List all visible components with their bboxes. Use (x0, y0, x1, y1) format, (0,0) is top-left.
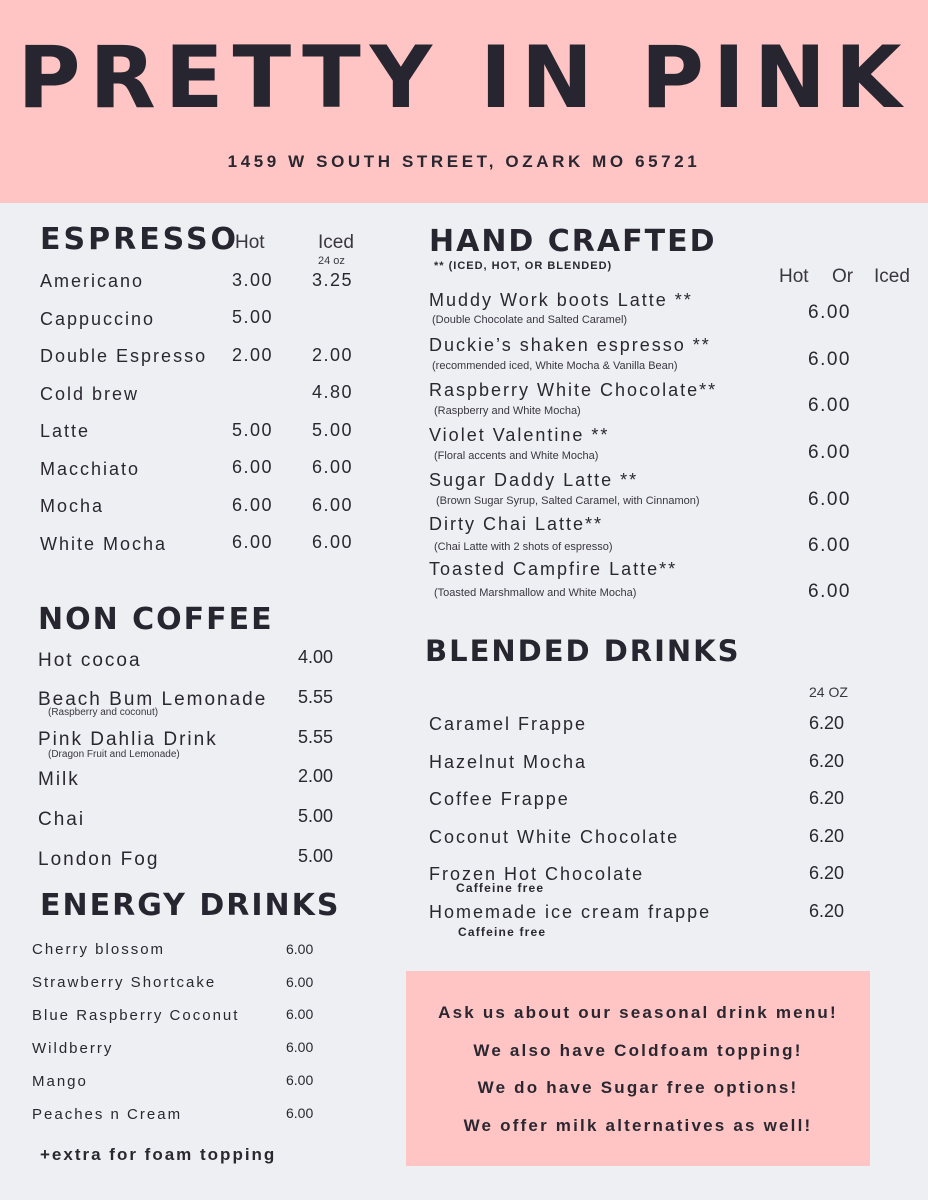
menu-item-price: 6.20 (809, 826, 845, 846)
menu-item-name: Toasted Campfire Latte** (429, 559, 678, 579)
hand-crafted-subtitle: ** (ICED, HOT, OR BLENDED) (434, 260, 613, 272)
menu-item-name: Cold brew (40, 384, 140, 404)
menu-item-iced-price: 6.00 (312, 532, 354, 552)
menu-item-price: 6.00 (808, 442, 851, 463)
notice-line: Ask us about our seasonal drink menu! (438, 1003, 838, 1022)
menu-item-name: Sugar Daddy Latte ** (429, 470, 639, 490)
menu-item-price: 6.00 (286, 1039, 314, 1055)
menu-item-price: 6.00 (808, 302, 851, 323)
espresso-heading: ESPRESSO (40, 222, 240, 257)
menu-item-hot-price: 3.00 (232, 270, 274, 290)
menu-item-name: London Fog (38, 849, 160, 870)
menu-item-description: (recommended iced, White Mocha & Vanilla Bean) (432, 360, 678, 372)
blended-heading: BLENDED DRINKS (425, 634, 741, 668)
menu-item-name: Strawberry Shortcake (32, 974, 217, 991)
espresso-col-hot: Hot (235, 232, 265, 253)
menu-item-price: 6.00 (808, 535, 851, 556)
menu-item-price: 6.00 (808, 395, 851, 416)
menu-item-name: Coffee Frappe (429, 789, 570, 809)
menu-item-price: 6.20 (809, 713, 845, 733)
menu-item-iced-price: 5.00 (312, 420, 354, 440)
address: 1459 W SOUTH STREET, OZARK MO 65721 (227, 152, 701, 171)
menu-item-name: Duckie’s shaken espresso ** (429, 335, 711, 355)
menu-item-name: Violet Valentine ** (429, 425, 610, 445)
menu-item-note: Caffeine free (458, 925, 547, 939)
menu-item-name: Dirty Chai Latte** (429, 514, 604, 534)
notice-line: We offer milk alternatives as well! (463, 1116, 813, 1135)
notice-line: We do have Sugar free options! (477, 1078, 799, 1097)
menu-item-description: (Raspberry and White Mocha) (434, 405, 581, 417)
menu-item-description: (Brown Sugar Syrup, Salted Caramel, with Cinnamon) (436, 495, 700, 507)
menu-item-price: 6.00 (286, 1072, 314, 1088)
menu-item-description: (Chai Latte with 2 shots of espresso) (434, 541, 613, 553)
menu-item-description: (Dragon Fruit and Lemonade) (48, 749, 180, 760)
menu-item-name: Mango (32, 1073, 88, 1090)
menu-item-description: (Floral accents and White Mocha) (434, 450, 599, 462)
menu-item-name: Frozen Hot Chocolate (429, 864, 645, 884)
page-title: PRETTY IN PINK (17, 28, 911, 128)
hand-crafted-heading: HAND CRAFTED (429, 224, 717, 259)
menu-item-price: 6.20 (809, 901, 845, 921)
menu-item-name: Muddy Work boots Latte ** (429, 290, 693, 310)
menu-item-name: Cappuccino (40, 309, 156, 329)
menu-item-name: Beach Bum Lemonade (38, 689, 268, 710)
non-coffee-heading: NON COFFEE (38, 602, 274, 637)
menu-item-hot-price: 6.00 (232, 457, 274, 477)
menu-item-name: Latte (40, 421, 91, 441)
hand-crafted-col-hot: Hot (779, 266, 809, 287)
menu-item-name: Mocha (40, 496, 105, 516)
menu-item-name: Americano (40, 271, 145, 291)
menu-item-hot-price: 6.00 (232, 495, 274, 515)
menu-item-name: Macchiato (40, 459, 141, 479)
menu-item-price: 6.00 (286, 974, 314, 990)
menu-item-name: Cherry blossom (32, 941, 166, 958)
menu-item-price: 6.00 (808, 581, 851, 602)
menu-item-iced-price: 2.00 (312, 345, 354, 365)
menu-item-iced-price: 3.25 (312, 270, 354, 290)
menu-item-hot-price: 2.00 (232, 345, 274, 365)
menu-item-name: Pink Dahlia Drink (38, 729, 218, 750)
hand-crafted-col-or: Or (832, 266, 854, 287)
menu-item-price: 5.00 (298, 846, 334, 866)
menu-item-price: 6.00 (808, 349, 851, 370)
espresso-col-iced-size: 24 oz (318, 255, 345, 267)
menu-item-price: 6.20 (809, 788, 845, 808)
menu-item-iced-price: 4.80 (312, 382, 354, 402)
menu-item-name: Chai (38, 809, 86, 830)
menu-item-price: 5.55 (298, 727, 334, 747)
menu-item-hot-price: 6.00 (232, 532, 274, 552)
menu-item-iced-price: 6.00 (312, 495, 354, 515)
espresso-col-iced: Iced (318, 232, 354, 253)
menu-item-price: 6.20 (809, 751, 845, 771)
menu-item-description: (Double Chocolate and Salted Caramel) (432, 314, 628, 326)
menu-item-name: Hot cocoa (38, 650, 142, 671)
menu-item-name: Double Espresso (40, 346, 208, 366)
menu-item-price: 4.00 (298, 647, 334, 667)
menu-item-price: 6.00 (286, 1006, 314, 1022)
menu-item-description: (Raspberry and coconut) (48, 707, 159, 718)
menu-item-price: 6.20 (809, 863, 845, 883)
menu-item-name: Blue Raspberry Coconut (32, 1007, 240, 1024)
menu-item-price: 6.00 (808, 489, 851, 510)
menu-item-name: Raspberry White Chocolate** (429, 380, 718, 400)
menu-item-hot-price: 5.00 (232, 307, 274, 327)
menu-item-iced-price: 6.00 (312, 457, 354, 477)
menu-item-name: Milk (38, 769, 80, 790)
blended-col-size: 24 OZ (809, 684, 848, 700)
menu-item-name: Homemade ice cream frappe (429, 902, 712, 922)
menu-item-description: (Toasted Marshmallow and White Mocha) (434, 587, 637, 599)
menu-item-name: Hazelnut Mocha (429, 752, 588, 772)
header-banner (0, 0, 928, 203)
menu-item-price: 5.55 (298, 687, 334, 707)
foam-topping-note: +extra for foam topping (40, 1145, 277, 1164)
menu-item-name: Peaches n Cream (32, 1106, 183, 1123)
menu-item-name: White Mocha (40, 534, 168, 554)
notice-box (406, 971, 870, 1166)
menu-item-note: Caffeine free (456, 881, 545, 895)
energy-heading: ENERGY DRINKS (40, 888, 341, 923)
menu-item-price: 2.00 (298, 766, 334, 786)
menu-item-name: Caramel Frappe (429, 714, 588, 734)
hand-crafted-col-iced: Iced (874, 266, 910, 287)
menu-item-price: 6.00 (286, 941, 314, 957)
menu-item-price: 5.00 (298, 806, 334, 826)
menu-item-hot-price: 5.00 (232, 420, 274, 440)
notice-line: We also have Coldfoam topping! (473, 1041, 803, 1060)
menu-item-name: Coconut White Chocolate (429, 827, 680, 847)
menu-item-price: 6.00 (286, 1105, 314, 1121)
menu-item-name: Wildberry (32, 1040, 114, 1057)
